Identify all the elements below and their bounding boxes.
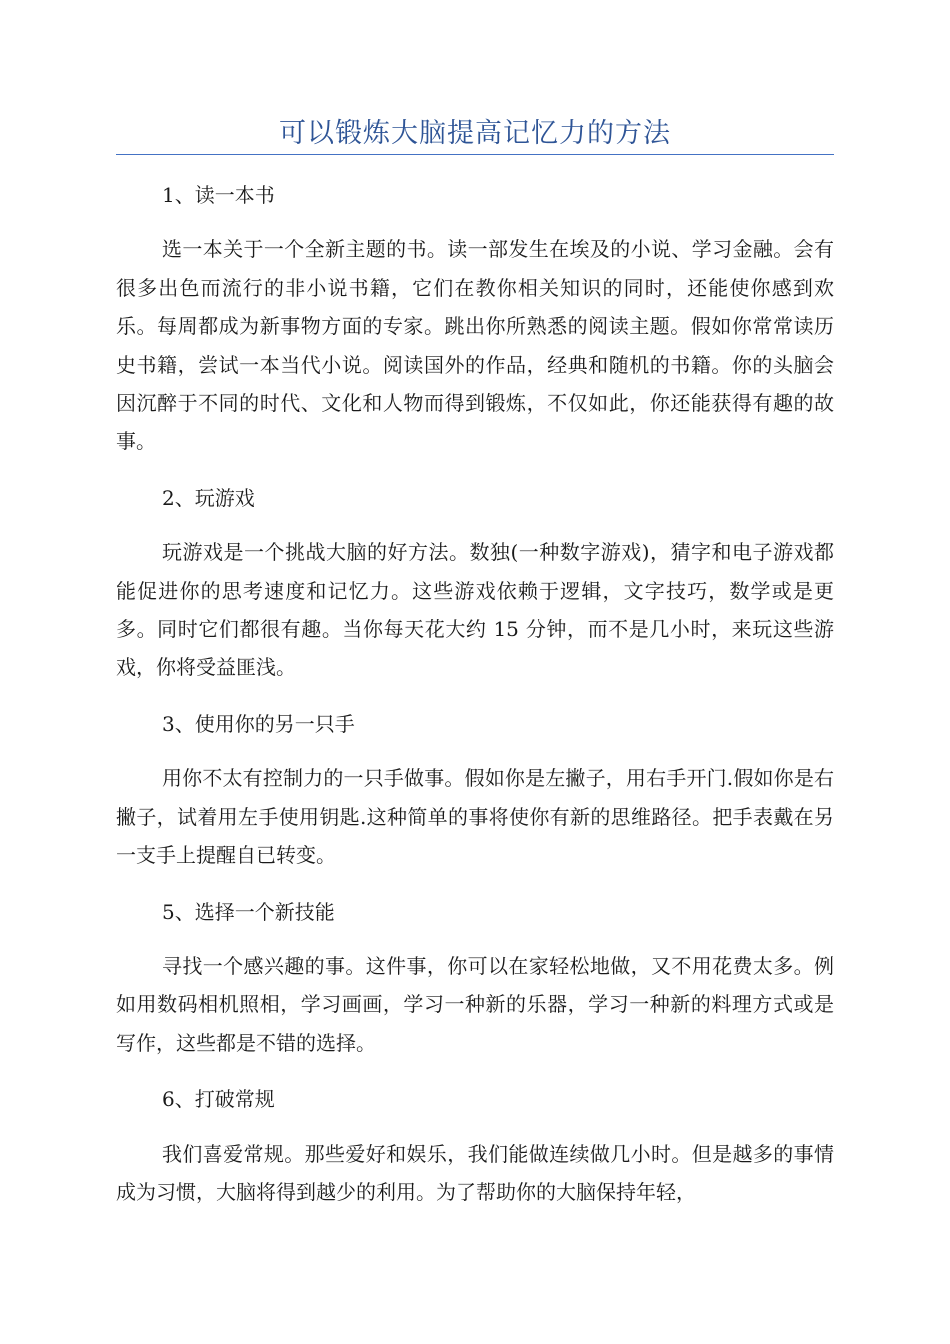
document-body (116, 176, 834, 1229)
section-paragraph: 我们喜爱常规。那些爱好和娱乐，我们能做连续做几小时。但是越多的事情成为习惯，大脑将得到越少的利用。为了帮助你的大脑保持年轻， (116, 1141, 834, 1204)
section-paragraph: 寻找一个感兴趣的事。这件事，你可以在家轻松地做，又不用花费太多。例如用数码相机照相，学习画画，学习一种新的乐器，学习一种新的料理方式或是写作，这些都是不错的选择。 (116, 953, 834, 1055)
document-title: 可以锻炼大脑提高记忆力的方法 (279, 118, 671, 149)
section-paragraph: 玩游戏是一个挑战大脑的好方法。数独(一种数字游戏)，猜字和电子游戏都能促进你的思考速度和记忆力。这些游戏依赖于逻辑，文字技巧，数学或是更多。同时它们都很有趣。当你每天花大约 15 分钟，而不是几小时，来玩这些游戏，你将受益匪浅。 (116, 540, 834, 680)
section-paragraph: 用你不太有控制力的一只手做事。假如你是左撇子，用右手开门.假如你是右撇子，试着用左手使用钥匙.这种简单的事将使你有新的思维路径。把手表戴在另一支手上提醒自已转变。 (116, 766, 834, 868)
section-heading: 3、使用你的另一只手 (162, 711, 355, 736)
section-paragraph: 选一本关于一个全新主题的书。读一部发生在埃及的小说、学习金融。会有很多出色而流行的非小说书籍，它们在教你相关知识的同时，还能使你感到欢乐。每周都成为新事物方面的专家。跳出你所熟悉的阅读主题。假如你常常读历史书籍，尝试一本当代小说。阅读国外的作品，经典和随机的书籍。你的头脑会因沉醉于不同的时代、文化和人物而得到锻炼，不仅如此，你还能获得有趣的故事。 (116, 237, 834, 454)
section-heading: 6、打破常规 (162, 1087, 275, 1112)
section-heading: 2、玩游戏 (162, 485, 255, 510)
section-heading: 5、选择一个新技能 (162, 899, 335, 924)
title-underline (116, 154, 834, 155)
section-heading: 1、读一本书 (162, 183, 275, 207)
